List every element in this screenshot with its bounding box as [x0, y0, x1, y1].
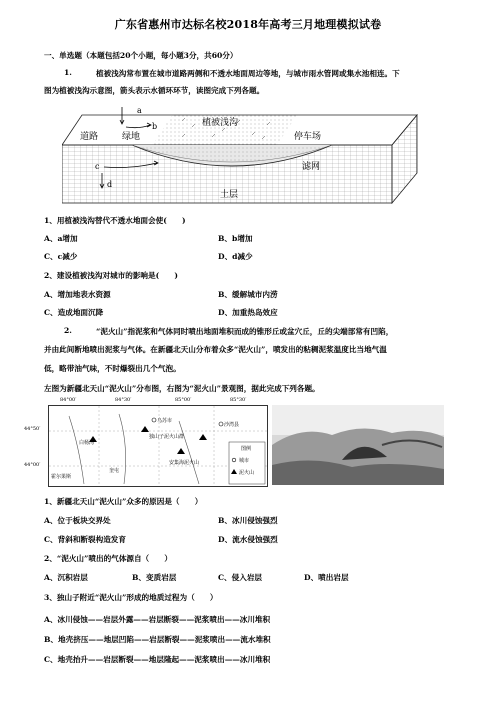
label-filter: 滤网	[302, 162, 321, 172]
map-lon3-label: 85°00′	[175, 397, 192, 403]
q2-number: 2.	[64, 326, 72, 335]
q1-sub2-option-c[interactable]: C、造成地面沉降	[44, 308, 104, 317]
map-place4: 独山子泥火山群	[149, 434, 185, 440]
label-d: d	[107, 180, 113, 189]
map-lat2-label: 44°00′	[24, 462, 41, 468]
q2-stem-line1: “泥火山”指泥浆和气体同时喷出地面堆积而成的锥形丘或盆穴丘，丘的尖端部常有凹陷，	[96, 327, 394, 336]
q1-sub1-stem: 1、用植被浅沟替代不透水地面会使( )	[44, 216, 186, 225]
label-parking: 停车场	[294, 132, 322, 142]
q2-sub1-option-a[interactable]: A、位于板块交界处	[44, 516, 111, 525]
q2-sub3-option-c[interactable]: C、地壳抬升——岩层断裂——地层隆起——泥浆喷出——冰川堆积	[44, 655, 271, 664]
map-legend-volcano: 泥火山	[239, 470, 255, 476]
q1-stem-line1: 植被浅沟常布置在城市道路两侧和不透水地面周边等地，与城市雨水管网或集水池相连。下	[96, 69, 400, 78]
q1-sub2-option-a[interactable]: A、增加地表水资源	[44, 290, 111, 299]
label-ditch: 植被浅沟	[202, 118, 239, 128]
mud-volcano-map	[48, 405, 268, 487]
q2-sub3-option-b[interactable]: B、地壳挤压——地层凹陷——岩层断裂——泥浆喷出——流水堆积	[44, 635, 271, 644]
map-lat1-label: 44°50′	[24, 426, 41, 432]
q1-sub2-option-b[interactable]: B、缓解城市内涝	[218, 290, 278, 299]
q2-stem-line3: 低，略带油气味，不时爆裂出几个气泡。	[44, 364, 181, 373]
q2-sub3-option-a[interactable]: A、冰川侵蚀——岩层外露——岩层断裂——泥浆喷出——冰川堆积	[44, 615, 271, 624]
q1-sub2-stem: 2、建设植被浅沟对城市的影响是( )	[44, 271, 178, 280]
q1-stem-line2: 图为植被浅沟示意图，箭头表示水循环环节，读图完成下列各题。	[44, 86, 265, 95]
q2-sub2-option-c[interactable]: C、侵入岩层	[218, 573, 263, 582]
q2-sub2-option-b[interactable]: B、变质岩层	[132, 573, 177, 582]
q1-sub1-option-c[interactable]: C、c减少	[44, 252, 78, 261]
page-title: 广东省惠州市达标名校2018年高考三月地理模拟试卷	[114, 18, 382, 31]
q1-sub1-option-d[interactable]: D、d减少	[218, 252, 253, 261]
map-place7: 奎屯	[109, 468, 120, 474]
swale-diagram	[62, 107, 442, 210]
map-lon1-label: 84°00′	[60, 397, 77, 403]
label-soil: 土层	[220, 190, 239, 200]
map-lon1	[61, 405, 78, 407]
map-place5: 安集海泥火山	[169, 460, 200, 466]
q2-sub1-option-d[interactable]: D、流水侵蚀强烈	[218, 535, 278, 544]
map-lon2-label: 84°30′	[115, 397, 132, 403]
mud-volcano-photo	[272, 405, 444, 485]
q2-sub2-option-d[interactable]: D、喷出岩层	[304, 573, 349, 582]
q2-sub2-stem: 2、“泥火山”喷出的气体源自（ ）	[44, 554, 172, 563]
map-place1: 乌苏市	[157, 418, 173, 424]
label-a: a	[137, 107, 142, 115]
q1-sub1-option-a[interactable]: A、a增加	[44, 234, 78, 243]
label-road: 道路	[80, 132, 99, 142]
q1-sub1-option-b[interactable]: B、b增加	[218, 234, 253, 243]
q2-sub3-stem: 3、独山子附近“泥火山”形成的地质过程为（ ）	[44, 593, 218, 602]
q1-sub2-option-d[interactable]: D、加重热岛效应	[218, 308, 278, 317]
q2-stem-line4: 左图为新疆北天山“泥火山”分布图，右图为“泥火山”景观图，据此完成下列各题。	[44, 384, 320, 393]
q2-sub2-option-a[interactable]: A、沉积岩层	[44, 573, 88, 582]
q2-sub1-option-b[interactable]: B、冰川侵蚀强烈	[218, 516, 278, 525]
section-header: 一、单选题（本题包括20个小题，每小题3分，共60分）	[44, 51, 238, 60]
label-green: 绿地	[122, 132, 141, 142]
map-place3: 白杨沟	[79, 440, 95, 446]
map-lon4-label: 85°30′	[230, 397, 247, 403]
q2-sub1-option-c[interactable]: C、背斜和断裂构造发育	[44, 535, 126, 544]
label-c: c	[95, 162, 100, 171]
map-place2: 沙湾县	[224, 422, 240, 428]
q2-sub1-stem: 1、新疆北天山“泥火山”众多的原因是（ ）	[44, 497, 203, 506]
q1-number: 1.	[64, 68, 72, 77]
map-legend-city: 城市	[239, 458, 250, 464]
q2-stem-line2: 并由此间断地喷出泥浆与气体。在新疆北天山分布着众多“泥火山”，喷发出的粘稠泥浆温度比当地气温	[44, 345, 387, 354]
label-b: b	[152, 122, 158, 131]
map-place6: 霍尔果斯	[51, 474, 72, 480]
map-legend-title: 图例	[241, 446, 252, 452]
